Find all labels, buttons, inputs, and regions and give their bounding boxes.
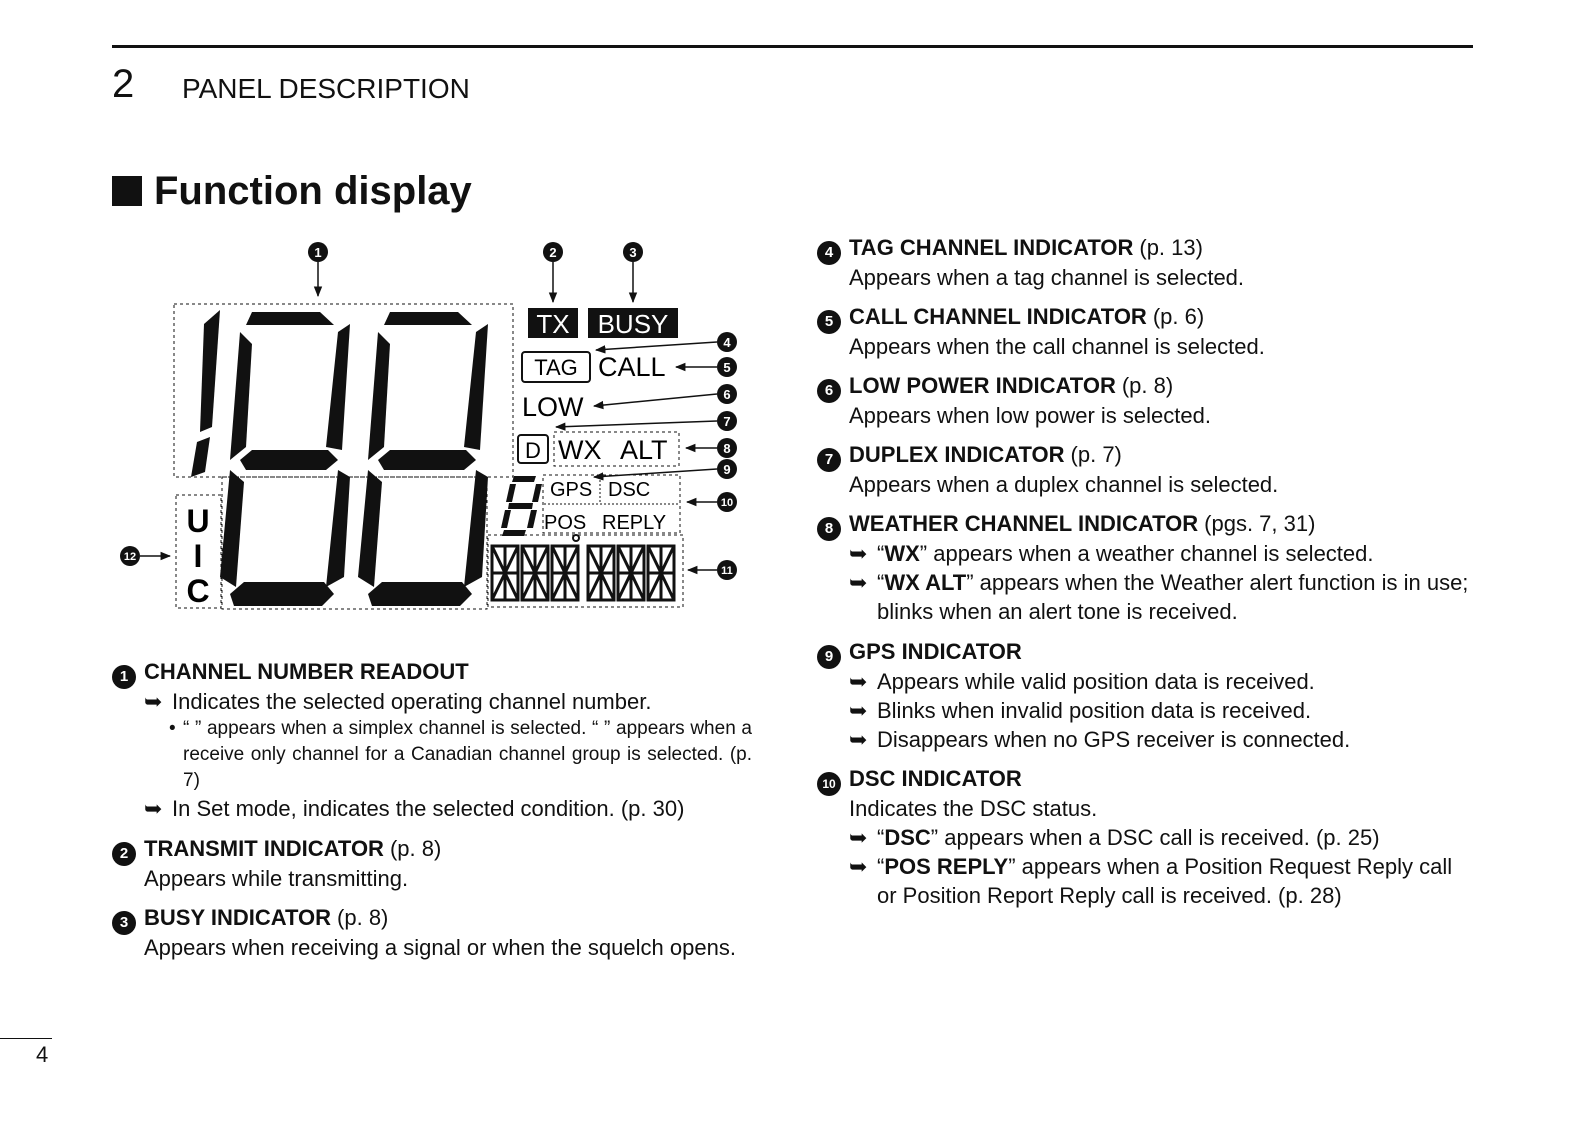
callout-1 bbox=[308, 242, 328, 296]
number-badge: 8 bbox=[817, 517, 841, 541]
callout-12 bbox=[120, 546, 170, 566]
page-number: 4 bbox=[36, 1042, 49, 1067]
svg-text:7: 7 bbox=[723, 414, 731, 429]
alt-label: ALT bbox=[620, 435, 668, 465]
svg-text:8: 8 bbox=[723, 441, 731, 456]
u-label: U bbox=[186, 503, 210, 539]
square-bullet-icon bbox=[112, 176, 142, 206]
item-busy-indicator: 3 BUSY INDICATOR (p. 8) Appears when receiving a signal or when the squelch opens. bbox=[112, 903, 752, 962]
item-title: CHANNEL NUMBER READOUT bbox=[144, 659, 469, 684]
svg-text:4: 4 bbox=[723, 335, 731, 350]
item-transmit-indicator: 2 TRANSMIT INDICATOR (p. 8) Appears while transmitting. bbox=[112, 834, 752, 893]
channel-digit-1 bbox=[220, 312, 350, 606]
arrow-bullet-icon: ➥ bbox=[849, 825, 868, 850]
tx-label: TX bbox=[536, 309, 570, 339]
arrow-bullet-icon: ➥ bbox=[849, 854, 868, 879]
c-label: C bbox=[186, 573, 210, 609]
chapter-number: 2 bbox=[112, 62, 135, 106]
arrow-bullet-icon: ➥ bbox=[849, 570, 868, 595]
dot-matrix-display bbox=[492, 535, 674, 600]
gps-label: GPS bbox=[550, 479, 593, 501]
svg-text:3: 3 bbox=[629, 245, 637, 260]
callout-10 bbox=[687, 492, 737, 512]
arrow-bullet-icon: ➥ bbox=[144, 689, 163, 714]
item-gps-indicator: 9 GPS INDICATOR ➥ Appears while valid position data is received. ➥ Blinks when invalid position data is received. ➥ Disappears when no GPS receiver is connected. bbox=[817, 637, 1477, 754]
item-call-channel-indicator: 5 CALL CHANNEL INDICATOR (p. 6) Appears when the call channel is selected. bbox=[817, 302, 1477, 361]
item-duplex-indicator: 7 DUPLEX INDICATOR (p. 7) Appears when a duplex channel is selected. bbox=[817, 440, 1477, 499]
arrow-bullet-icon: ➥ bbox=[849, 727, 868, 752]
number-badge: 5 bbox=[817, 310, 841, 334]
svg-text:11: 11 bbox=[721, 565, 733, 577]
item-channel-number-readout: 1 CHANNEL NUMBER READOUT ➥ Indicates the selected operating channel number. • “ ” appears when a simplex channel is selected. “ ” appears when a receive only channel for a Canadian channel group is selected. (p. 7) ➥ In Set mode, indicates the selected condition. (p. 30) bbox=[112, 657, 752, 823]
small-digit bbox=[501, 476, 542, 536]
item-dsc-indicator: 10 DSC INDICATOR Indicates the DSC status. ➥ “DSC” appears when a DSC call is received. (p. 25) ➥ “POS REPLY” appears when a Position Request Reply call or Position Report Reply call is received. (p. 28) bbox=[817, 764, 1477, 910]
arrow-bullet-icon: ➥ bbox=[849, 541, 868, 566]
callout-5 bbox=[676, 357, 737, 377]
callout-8 bbox=[686, 438, 737, 458]
number-badge: 2 bbox=[112, 842, 136, 866]
d-label: D bbox=[525, 438, 541, 463]
i-label: I bbox=[193, 538, 203, 574]
svg-text:12: 12 bbox=[123, 551, 137, 563]
svg-text:10: 10 bbox=[720, 497, 734, 509]
number-badge: 3 bbox=[112, 911, 136, 935]
simplex-note: “ ” appears when a simplex channel is selected. “ ” appears when a receive only channel for a Canadian channel group is selected. (p. 7) bbox=[183, 718, 752, 791]
callout-2 bbox=[543, 242, 563, 302]
reply-label: REPLY bbox=[602, 512, 667, 534]
section-title-text: Function display bbox=[154, 169, 472, 213]
arrow-bullet-icon: ➥ bbox=[144, 796, 163, 821]
function-display-diagram bbox=[112, 232, 752, 617]
number-badge: 7 bbox=[817, 448, 841, 472]
wx-label: WX bbox=[558, 435, 602, 465]
item-low-power-indicator: 6 LOW POWER INDICATOR (p. 8) Appears when low power is selected. bbox=[817, 371, 1477, 430]
arrow-bullet-icon: ➥ bbox=[849, 669, 868, 694]
callout-11 bbox=[688, 560, 737, 580]
leading-one-segment bbox=[200, 310, 220, 432]
svg-text:5: 5 bbox=[723, 360, 731, 375]
svg-text:2: 2 bbox=[549, 245, 557, 260]
section-title bbox=[112, 168, 472, 214]
header-rule bbox=[112, 45, 1473, 48]
tag-label: TAG bbox=[534, 355, 578, 380]
callout-6 bbox=[594, 384, 737, 406]
dsc-label: DSC bbox=[608, 479, 651, 501]
number-badge: 4 bbox=[817, 241, 841, 265]
svg-text:1: 1 bbox=[314, 245, 322, 260]
number-badge: 10 bbox=[817, 772, 841, 796]
footer-rule bbox=[0, 1038, 52, 1039]
svg-text:9: 9 bbox=[723, 462, 731, 477]
svg-text:6: 6 bbox=[723, 387, 731, 402]
channel-digit-2 bbox=[358, 312, 488, 606]
number-badge: 6 bbox=[817, 379, 841, 403]
number-badge: 9 bbox=[817, 645, 841, 669]
pos-label: POS bbox=[544, 512, 587, 534]
call-label: CALL bbox=[598, 352, 666, 382]
number-badge: 1 bbox=[112, 665, 136, 689]
dot-bullet-icon: • bbox=[169, 718, 176, 739]
chapter-title: PANEL DESCRIPTION bbox=[182, 73, 470, 104]
item-tag-channel-indicator: 4 TAG CHANNEL INDICATOR (p. 13) Appears when a tag channel is selected. bbox=[817, 233, 1477, 292]
low-label: LOW bbox=[522, 392, 584, 422]
arrow-bullet-icon: ➥ bbox=[849, 698, 868, 723]
callout-3 bbox=[623, 242, 643, 302]
item-weather-channel-indicator: 8 WEATHER CHANNEL INDICATOR (pgs. 7, 31) ➥ “WX” appears when a weather channel is selected. ➥ “WX ALT” appears when the Weather alert function is in use; blinks when an alert tone is received. bbox=[817, 509, 1477, 626]
busy-label: BUSY bbox=[597, 309, 669, 339]
